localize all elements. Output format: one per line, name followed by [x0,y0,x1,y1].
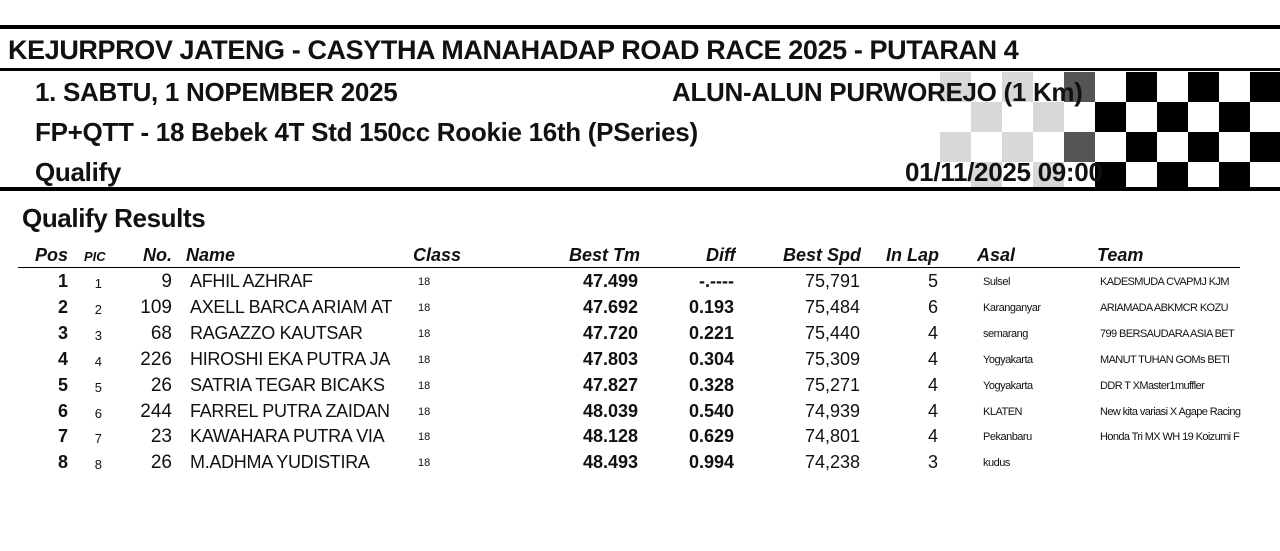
table-row [0,323,1280,349]
col-no: No. [143,245,172,265]
cell-best-tm: 48.128 [582,426,638,447]
flag-square [1126,72,1157,102]
venue: ALUN-ALUN PURWOREJO (1 Km) [672,77,1083,107]
cell-asal: Karanganyar [983,301,1041,314]
cell-asal: Pekanbaru [983,431,1032,444]
cell-diff: 0.193 [688,296,734,317]
cell-no: 9 [161,271,172,292]
cell-name: SATRIA TEGAR BICAKS [190,374,385,395]
flag-square [1095,102,1126,132]
cell-diff: 0.328 [688,374,734,395]
cell-name: AXELL BARCA ARIAM AT [190,296,393,317]
cell-best-spd: 75,309 [804,348,860,369]
cell-pic: 6 [94,405,102,421]
cell-class: 18 [418,301,431,314]
cell-in-lap: 4 [927,426,938,447]
cell-pos: 1 [57,271,68,291]
cell-pic: 4 [94,353,102,369]
cell-in-lap: 4 [927,374,938,395]
table-row [0,271,1280,297]
cell-best-spd: 75,271 [804,374,860,395]
cell-asal: kudus [983,457,1010,470]
cell-no: 109 [140,296,172,318]
cell-pic: 1 [94,276,102,291]
cell-team: ARIAMADA ABKMCR KOZU [1100,301,1228,314]
cell-pos: 5 [57,374,68,395]
cell-diff: 0.994 [688,452,734,473]
cell-in-lap: 4 [927,400,938,421]
cell-best-tm: 47.720 [582,322,638,343]
col-pos: Pos [34,245,68,265]
cell-pos: 4 [57,348,68,369]
col-name: Name [186,245,236,265]
col-best-tm: Best Tm [569,245,641,265]
cell-diff: 0.629 [688,426,734,447]
col-diff: Diff [706,245,736,265]
cell-team: 799 BERSAUDARA ASIA BET [1100,327,1235,340]
cell-no: 26 [150,452,172,474]
cell-asal: semarang [983,327,1028,340]
cell-in-lap: 3 [927,452,938,473]
cell-team: Honda Tri MX WH 19 Koizumi F [1100,431,1240,444]
cell-class: 18 [418,457,431,470]
cell-pos: 8 [57,452,68,473]
cell-team: New kita variasi X Agape Racing [1100,405,1241,418]
cell-name: AFHIL AZHRAF [190,271,313,291]
cell-class: 18 [418,405,431,418]
title-rule [0,68,1280,71]
session-datetime: 01/11/2025 09:00 [905,157,1103,187]
cell-pos: 6 [57,400,68,421]
col-pic: PIC [84,249,106,264]
col-asal: Asal [977,245,1016,265]
cell-best-spd: 75,440 [804,322,860,343]
cell-pic: 5 [94,379,102,395]
cell-pos: 2 [57,296,68,317]
cell-in-lap: 4 [927,322,938,343]
cell-class: 18 [418,431,431,444]
table-row [0,297,1280,323]
cell-asal: KLATEN [983,405,1022,418]
cell-pos: 3 [57,322,68,343]
cell-pos: 7 [57,426,68,447]
results-heading: Qualify Results [22,203,206,233]
cell-diff: 0.540 [688,400,734,421]
cell-no: 26 [150,374,172,396]
cell-name: KAWAHARA PUTRA VIA [190,426,385,447]
cell-best-spd: 75,484 [804,296,860,317]
flag-square [1219,162,1250,190]
flag-square [1188,132,1219,162]
cell-pic: 7 [94,431,102,447]
cell-in-lap: 6 [927,296,938,317]
cell-asal: Sulsel [983,276,1010,288]
flag-square [1250,132,1280,162]
cell-asal: Yogyakarta [983,379,1033,392]
col-best-spd: Best Spd [783,245,862,265]
cell-class: 18 [418,327,431,340]
cell-pic: 2 [94,301,102,317]
cell-team: KADESMUDA CVAPMJ KJM [1100,276,1229,288]
flag-square [1250,72,1280,102]
cell-best-spd: 74,801 [804,426,860,447]
cell-best-tm: 47.803 [582,348,638,369]
cell-best-tm: 47.827 [582,374,638,395]
table-row [0,426,1280,452]
flag-square [1219,102,1250,132]
cell-name: RAGAZZO KAUTSAR [190,322,363,343]
cell-class: 18 [418,353,431,366]
cell-best-tm: 47.692 [582,296,638,317]
flag-square [1157,162,1188,190]
event-day: 1. SABTU, 1 NOPEMBER 2025 [35,77,398,107]
cell-in-lap: 5 [927,271,938,291]
cell-best-tm: 48.039 [582,400,638,421]
cell-no: 23 [150,426,172,448]
table-row [0,452,1280,478]
cell-name: FARREL PUTRA ZAIDAN [190,400,390,421]
cell-no: 244 [140,400,172,422]
flag-square [1157,102,1188,132]
cell-no: 68 [150,322,172,344]
cell-pic: 3 [94,327,102,343]
cell-name: M.ADHMA YUDISTIRA [190,452,370,473]
header-bottom-rule [0,187,1280,191]
table-row [0,349,1280,375]
cell-pic: 8 [94,457,102,473]
cell-best-spd: 74,238 [804,452,860,473]
event-title: KEJURPROV JATENG - CASYTHA MANAHADAP ROAD RACE 2025 - PUTARAN 4 [8,35,1019,65]
cell-team: DDR T XMaster1muffler [1100,379,1205,392]
cell-name: HIROSHI EKA PUTRA JA [190,348,391,369]
col-team: Team [1097,245,1144,265]
top-rule [0,25,1280,29]
col-class: Class [413,245,462,265]
table-row [0,375,1280,401]
cell-asal: Yogyakarta [983,353,1033,366]
cell-class: 18 [418,276,431,288]
col-in-lap: In Lap [886,245,939,265]
cell-no: 226 [140,348,172,370]
session-class: FP+QTT - 18 Bebek 4T Std 150cc Rookie 16th (PSeries) [35,117,698,147]
cell-diff: -.---- [699,271,734,291]
cell-team: MANUT TUHAN GOMs BETI [1100,353,1230,366]
cell-best-spd: 75,791 [804,271,860,291]
flag-square [1188,72,1219,102]
cell-best-tm: 48.493 [582,452,638,473]
cell-in-lap: 4 [927,348,938,369]
table-row [0,401,1280,427]
session-type: Qualify [35,157,122,187]
cell-diff: 0.221 [688,322,734,343]
header-underline [18,267,1240,268]
cell-class: 18 [418,379,431,392]
cell-diff: 0.304 [688,348,734,369]
cell-best-tm: 47.499 [582,271,638,291]
flag-square [1126,132,1157,162]
cell-best-spd: 74,939 [804,400,860,421]
